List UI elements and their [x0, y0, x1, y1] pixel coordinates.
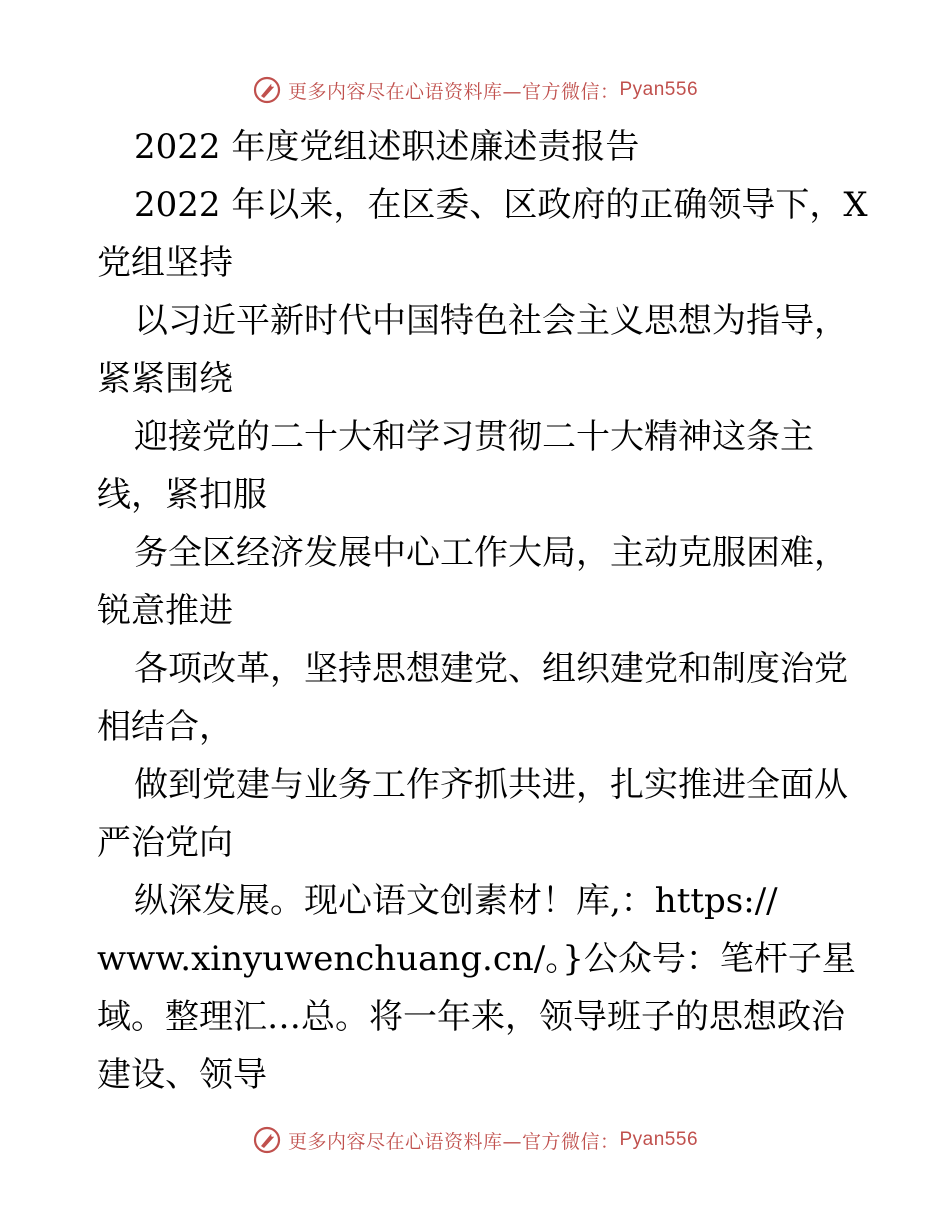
watermark-text: 更多内容尽在心语资料库—官方微信： — [287, 1130, 620, 1153]
paragraph-line: 相结合， — [97, 707, 233, 747]
paragraph-line: 2022 年以来，在区委、区政府的正确领导下，X — [134, 185, 868, 225]
paragraph-line: www.xinyuwenchuang.cn/。}公众号：笔杆子星 — [97, 939, 856, 979]
watermark-text: 更多内容尽在心语资料库—官方微信： — [287, 80, 620, 103]
pen-nib-logo-icon — [252, 75, 282, 105]
paragraph-line: 以习近平新时代中国特色社会主义思想为指导， — [134, 301, 848, 341]
paragraph-line: 严治党向 — [97, 823, 233, 863]
paragraph-line: 锐意推进 — [97, 591, 233, 631]
paragraph-line: 迎接党的二十大和学习贯彻二十大精神这条主 — [134, 417, 814, 457]
paragraph-line: 建设、领导 — [97, 1055, 267, 1095]
paragraph-line: 做到党建与业务工作齐抓共进，扎实推进全面从 — [134, 765, 848, 805]
watermark-wechat-id: Pyan556 — [619, 1129, 699, 1150]
paragraph-line: 各项改革，坚持思想建党、组织建党和制度治党 — [134, 649, 848, 689]
document-title: 2022 年度党组述职述廉述责报告 — [134, 127, 640, 167]
paragraph-line: 纵深发展。现心语文创素材！库,：https:// — [134, 881, 778, 921]
paragraph-line: 线，紧扣服 — [97, 475, 267, 515]
pen-nib-logo-icon — [252, 1125, 282, 1155]
paragraph-line: 紧紧围绕 — [97, 359, 233, 399]
paragraph-line: 域。整理汇…总。将一年来，领导班子的思想政治 — [97, 997, 845, 1037]
footer-watermark — [0, 1122, 950, 1158]
paragraph-line: 党组坚持 — [97, 243, 233, 283]
paragraph-line: 务全区经济发展中心工作大局，主动克服困难， — [134, 533, 848, 573]
header-watermark — [0, 72, 950, 108]
watermark-wechat-id: Pyan556 — [619, 79, 699, 100]
